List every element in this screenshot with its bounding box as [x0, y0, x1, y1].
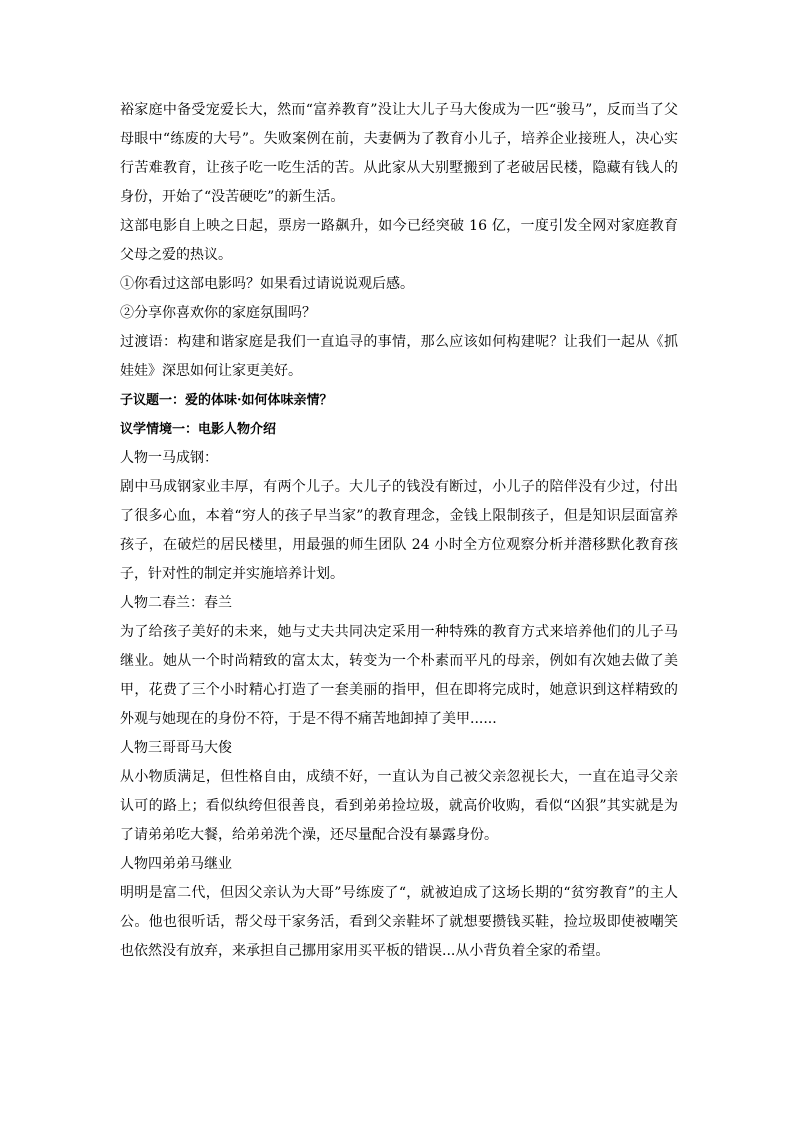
character-1-title: 人物一马成钢：	[120, 450, 218, 466]
question-2: ②分享你喜欢你的家庭氛围吗？	[120, 305, 316, 321]
character-4-title: 人物四弟弟马继业	[120, 856, 232, 872]
document-page	[120, 96, 678, 966]
character-2-title: 人物二春兰：春兰	[120, 595, 232, 611]
scenario-heading: 议学情境一：电影人物介绍	[120, 422, 277, 437]
character-1-description: 剧中马成钢家业丰厚，有两个儿子。大儿子的钱没有断过，小儿子的陪伴没有少过，付出了很多心血，本着“穷人的孩子早当家”的教育理念，金钱上限制孩子，但是知识层面富养孩子，在破烂的居民楼里，用最强的师生团队 24 小时全方位观察分析并潜移默化教育孩子，针对性的制定并实施培养计划。	[120, 479, 678, 582]
paragraph-intro: 裕家庭中备受宠爱长大，然而“富养教育”没让大儿子马大俊成为一匹“骏马”，反而当了父母眼中“练废的大号”。失败案例在前，夫妻俩为了教育小儿子，培养企业接班人，决心实行苦难教育，让孩子吃一吃生活的苦。从此家从大别墅搬到了老破居民楼，隐藏有钱人的身份，开始了“没苦硬吃”的新生活。	[120, 102, 678, 205]
transition-text: 过渡语：构建和谐家庭是我们一直追寻的事情，那么应该如何构建呢？让我们一起从《抓娃娃》深思如何让家更美好。	[120, 334, 678, 379]
question-1: ①你看过这部电影吗？如果看过请说说观后感。	[120, 276, 414, 292]
character-3-description: 从小物质满足，但性格自由，成绩不好，一直认为自己被父亲忽视长大，一直在追寻父亲认可的路上；看似纨绔但很善良，看到弟弟捡垃圾，就高价收购，看似“凶狠”其实就是为了请弟弟吃大餐，给弟弟洗个澡，还尽量配合没有暴露身份。	[120, 769, 678, 843]
character-3-title: 人物三哥哥马大俊	[120, 740, 232, 756]
sub-topic-heading: 子议题一：爱的体味·如何体味亲情？	[120, 393, 333, 408]
character-2-description: 为了给孩子美好的未来，她与丈夫共同决定采用一种特殊的教育方式来培养他们的儿子马继业。她从一个时尚精致的富太太，转变为一个朴素而平凡的母亲，例如有次她去做了美甲，花费了三个小时精心打造了一套美丽的指甲，但在即将完成时，她意识到这样精致的外观与她现在的身份不符，于是不得不痛苦地卸掉了美甲......	[120, 624, 678, 727]
paragraph-box-office: 这部电影自上映之日起，票房一路飙升，如今已经突破 16 亿，一度引发全网对家庭教育父母之爱的热议。	[120, 218, 678, 263]
character-4-description: 明明是富二代，但因父亲认为大哥”号练废了“，就被迫成了这场长期的“贫穷教育”的主人公。他也很听话，帮父母干家务活，看到父亲鞋坏了就想要攒钱买鞋，捡垃圾即使被嘲笑也依然没有放弃，来承担自己挪用家用买平板的错误...从小背负着全家的希望。	[120, 885, 678, 959]
